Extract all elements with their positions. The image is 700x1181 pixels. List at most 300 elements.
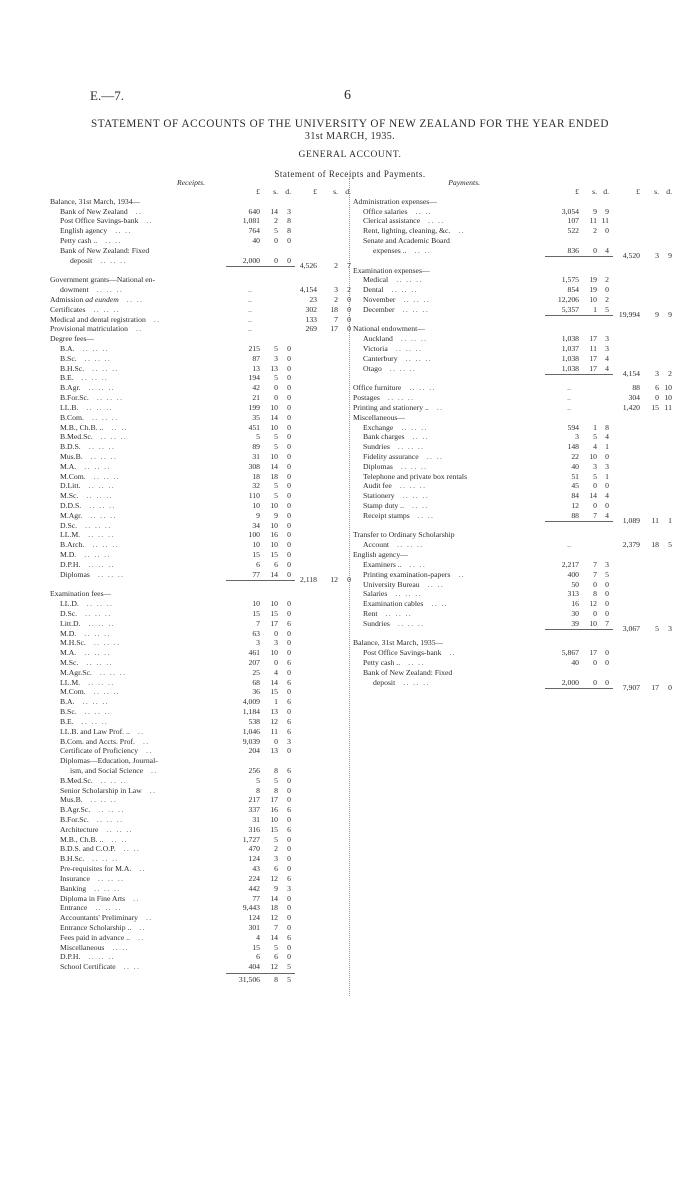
amount-detail: 3	[605, 344, 609, 353]
amount-detail: 0	[287, 255, 291, 265]
amount-detail: 0	[287, 834, 291, 844]
currency-unit: £	[313, 187, 317, 196]
amount-detail: 10	[589, 294, 597, 304]
amount-detail: 9	[274, 510, 278, 520]
amount-detail: 13	[270, 707, 278, 717]
row-label	[60, 521, 112, 531]
amount-detail: 12	[270, 913, 278, 923]
row-label	[363, 216, 445, 226]
receipts-row	[50, 933, 346, 943]
dot-leader: .. ..	[412, 501, 429, 510]
amount-detail: 18	[270, 471, 278, 481]
dot-leader: ..	[146, 746, 153, 756]
row-label	[60, 864, 146, 874]
amount-detail: 9	[274, 883, 278, 893]
amount-detail: 0	[287, 461, 291, 471]
row-label-text: M.D.	[60, 550, 77, 560]
amount-detail: 1,038	[561, 363, 579, 373]
amount-detail: 6	[274, 864, 278, 874]
row-label-text: Admission ad eundem	[50, 294, 119, 304]
receipts-row	[50, 569, 351, 584]
amount-detail: 0	[274, 658, 278, 667]
currency-unit: £	[636, 187, 640, 196]
amount-detail: 12	[270, 716, 278, 726]
amount-detail: 1	[605, 471, 609, 481]
dot-leader: .. ..	[111, 422, 128, 432]
amount-detail: 1,037	[561, 344, 579, 353]
payments-row	[353, 560, 698, 570]
amount-detail: 15	[270, 608, 278, 618]
payments-row	[353, 216, 698, 226]
dot-leader: .. .. ..	[399, 481, 427, 491]
row-label	[60, 815, 123, 825]
row-label	[60, 648, 111, 658]
amount-detail: 470	[248, 844, 260, 854]
amount-detail: 0	[287, 903, 291, 913]
row-label-text: Petty cash ..	[363, 658, 401, 667]
row-label-text: English agency—	[353, 550, 408, 560]
row-label-text: Account	[363, 540, 390, 550]
amount-detail: 1,038	[561, 334, 579, 344]
amount-detail: 19	[589, 285, 597, 295]
row-label	[60, 501, 116, 511]
amount-detail: 87	[252, 353, 260, 363]
row-label-text: Accountants' Preliminary	[60, 913, 139, 923]
receipts-row	[50, 943, 346, 953]
payments-row	[353, 510, 698, 525]
row-label-text: B.Agr.Sc.	[60, 805, 91, 815]
amount-detail: 17	[589, 334, 597, 344]
amount-detail: 3	[274, 353, 278, 363]
row-label	[363, 364, 416, 374]
amount-detail: 50	[571, 579, 579, 589]
dot-leader: .. .. ..	[402, 304, 430, 314]
receipts-row	[50, 373, 346, 383]
amount-detail: 14	[270, 677, 278, 687]
amount-total: 9	[668, 309, 672, 319]
receipts-row	[50, 903, 346, 913]
payments-row	[353, 197, 698, 207]
row-label	[50, 315, 161, 325]
dot-leader: .. .. ..	[90, 451, 118, 461]
dot-leader: .. .. ..	[88, 530, 115, 540]
amount-detail: 0	[287, 236, 291, 246]
amount-detail: 21	[252, 393, 260, 403]
amount-total: 302	[305, 304, 317, 314]
row-label-text: LL.M.	[60, 677, 81, 687]
row-label	[60, 737, 150, 747]
amount-detail: 0	[605, 285, 609, 295]
payments-row	[353, 472, 698, 482]
amount-detail: 7	[256, 618, 260, 628]
payments-row	[353, 638, 698, 648]
currency-unit: d.	[603, 187, 609, 196]
row-label	[60, 795, 117, 805]
dot-leader: .. ..	[123, 844, 141, 854]
payments-row	[353, 256, 698, 266]
dot-leader: .. .. ..	[100, 432, 128, 442]
dot-leader: .. ..	[427, 579, 445, 589]
amount-detail: 0	[605, 599, 609, 609]
amount-detail: 0	[287, 569, 291, 579]
amount-detail: 6	[287, 677, 291, 687]
amount-detail: 14	[270, 412, 278, 422]
dot-leader: .. .. ..	[397, 540, 424, 550]
amount-detail: 0	[287, 383, 291, 393]
amount-total: 7	[347, 260, 351, 270]
row-label	[60, 825, 133, 835]
dot-leader: .. .. ..	[84, 353, 112, 363]
amount-detail: 10	[270, 451, 278, 461]
amount-detail: 0	[287, 520, 291, 530]
amount-total: 7,907	[622, 682, 640, 692]
row-label-text: D.Litt.	[60, 481, 81, 491]
row-label-text: B.Agr.	[60, 383, 81, 393]
row-label	[363, 354, 432, 364]
amount-total: 11	[664, 402, 672, 412]
amount-detail: 0	[274, 236, 278, 246]
amount-total: 17	[330, 324, 338, 334]
amount-detail: 5	[274, 432, 278, 442]
currency-unit: £	[575, 187, 579, 196]
payments-row	[353, 570, 698, 580]
amount-detail: 17	[589, 353, 597, 363]
amount-detail: 12	[270, 962, 278, 972]
row-label	[353, 530, 455, 540]
payments-row	[353, 648, 698, 658]
dot-leader: .. .. ..	[93, 471, 121, 481]
row-label	[363, 570, 465, 580]
payments-row	[353, 491, 698, 501]
document-title-date: 31st MARCH, 1935.	[304, 131, 396, 142]
row-label	[50, 589, 111, 599]
row-label	[60, 530, 115, 540]
row-label-text: Provisional matriculation	[50, 324, 128, 334]
row-label-text: School Certificate	[60, 962, 116, 972]
dot-leader: .. .. ..	[93, 687, 121, 697]
row-label-text: expenses ..	[373, 245, 407, 255]
receipts-row	[50, 844, 346, 854]
payments-currency-header	[353, 187, 698, 197]
dot-leader: ..	[133, 893, 140, 903]
row-label	[60, 697, 109, 707]
amount-total: 11	[651, 515, 659, 525]
amount-detail: 9,443	[242, 903, 260, 913]
payments-row	[353, 393, 698, 403]
row-label	[353, 413, 405, 423]
dot-leader: .. ..	[105, 236, 122, 246]
amount-detail: 204	[248, 746, 260, 756]
amount-detail: 2	[605, 275, 609, 285]
amount-detail: 84	[571, 491, 579, 501]
amount-total: 9	[655, 309, 659, 319]
amount-detail: 0	[287, 942, 291, 952]
amount-detail: 594	[567, 422, 579, 432]
payments-row	[353, 501, 698, 511]
dot-leader: ..	[142, 736, 150, 746]
row-label-text: Post Office Savings-bank	[363, 648, 442, 658]
amount-detail: 2,217	[561, 559, 579, 569]
amount-detail: 6	[287, 932, 291, 942]
currency-unit: d.	[285, 187, 291, 196]
dot-leader: .. .. ..	[395, 589, 422, 599]
amount-detail: 15	[270, 687, 278, 697]
amount-detail: 0	[287, 775, 291, 785]
payments-row	[353, 413, 698, 423]
payments-row	[353, 442, 698, 452]
amount-detail: 89	[252, 442, 260, 452]
amount-detail: 7	[593, 510, 597, 520]
amount-detail: 5	[274, 344, 278, 353]
amount-detail: 0	[274, 383, 278, 393]
row-label	[60, 933, 145, 943]
row-label-text: M.A.	[60, 648, 77, 658]
amount-detail: 5	[274, 942, 278, 952]
amount-detail: 316	[248, 824, 260, 834]
currency-unit: s.	[654, 187, 659, 196]
dot-leader: ..	[139, 864, 146, 874]
row-label	[353, 403, 443, 413]
amount-detail: 2	[593, 226, 597, 236]
amount-detail: 5	[274, 491, 278, 501]
dot-leader: .. .. ..	[82, 697, 110, 707]
amount-total: 2	[347, 285, 351, 295]
payments-row	[353, 275, 698, 285]
row-label	[60, 884, 121, 894]
amount-detail: 836	[567, 245, 579, 255]
receipts-row	[50, 364, 346, 374]
receipts-row	[50, 462, 346, 472]
row-label	[60, 491, 113, 501]
dot-leader: ..	[248, 304, 252, 314]
amount-total: 3	[655, 368, 659, 378]
amount-detail: 8	[256, 785, 260, 795]
receipts-row	[50, 975, 346, 985]
payments-row	[353, 599, 698, 609]
amount-detail: 12,206	[557, 294, 579, 304]
amount-detail: 31	[252, 451, 260, 461]
amount-detail: 0	[593, 677, 597, 687]
currency-unit: s.	[592, 187, 597, 196]
amount-detail: 12	[270, 873, 278, 883]
amount-detail: 17	[270, 795, 278, 805]
row-label	[60, 903, 122, 913]
amount-detail: 2,000	[561, 677, 579, 687]
dot-leader: .. .. ..	[92, 540, 119, 550]
amount-detail: 2	[274, 216, 278, 226]
amount-total: 0	[347, 304, 351, 314]
amount-detail: 0	[287, 795, 291, 805]
amount-detail: 3	[287, 883, 291, 893]
amount-detail: 0	[593, 481, 597, 491]
row-label-text: LL.B. and Law Prof. ..	[60, 726, 130, 736]
amount-detail: 39	[571, 618, 579, 628]
row-label	[60, 550, 111, 560]
amount-detail: 1	[605, 442, 609, 452]
dot-leader: .. .. ..	[84, 707, 112, 717]
amount-detail: 124	[248, 913, 260, 923]
amount-detail: 77	[252, 893, 260, 903]
amount-detail: 8	[287, 226, 291, 236]
amount-detail: 0	[274, 628, 278, 638]
amount-detail: 0	[287, 353, 291, 363]
amount-detail: 3	[287, 206, 291, 216]
amount-detail: 30	[571, 608, 579, 618]
row-label	[60, 746, 153, 756]
dot-leader: .. .. ..	[93, 638, 121, 648]
payments-row	[353, 677, 698, 692]
amount-detail: 5	[274, 442, 278, 452]
row-label-text: Victoria	[363, 344, 388, 353]
amount-detail: 0	[605, 451, 609, 461]
dot-leader: ..	[436, 402, 444, 412]
amount-detail: 0	[287, 422, 291, 432]
row-label-text: National endowment—	[353, 324, 425, 334]
row-label-text: M.Sc.	[60, 658, 79, 667]
row-label	[363, 472, 467, 482]
amount-detail: 0	[287, 893, 291, 903]
row-label-text: Fees paid in advance ..	[60, 932, 131, 942]
row-label-text: Printing examination-papers	[363, 569, 451, 579]
receipts-row	[50, 481, 346, 491]
payments-row	[353, 609, 698, 619]
amount-detail: 12	[571, 501, 579, 510]
receipts-row	[50, 393, 346, 403]
row-label-text: B.D.S.	[60, 442, 81, 452]
row-label-text: M.Sc.	[60, 491, 79, 501]
dot-leader: .. .. ..	[82, 344, 110, 353]
row-label-text: M.A.	[60, 461, 77, 471]
row-label	[60, 854, 119, 864]
row-label-text: Examination fees—	[50, 589, 112, 599]
amount-detail: 40	[571, 658, 579, 667]
amount-detail: 14	[589, 491, 597, 501]
amount-detail: 14	[270, 569, 278, 579]
amount-total: 0	[655, 393, 659, 403]
amount-total: 2	[334, 294, 338, 304]
amount-detail: 224	[248, 873, 260, 883]
row-label	[70, 766, 158, 776]
payments-row	[353, 304, 698, 319]
row-label-text: University Bureau	[363, 579, 420, 589]
amount-total: 18	[651, 540, 659, 550]
payments-row	[353, 452, 698, 462]
dot-leader: .. .. ..	[92, 363, 119, 373]
amount-detail: 36	[252, 687, 260, 697]
receipts-row	[50, 314, 351, 325]
row-label	[60, 285, 123, 295]
dot-leader: ..	[151, 765, 158, 775]
amount-detail: 0	[287, 687, 291, 697]
dot-leader: .. .. ..	[100, 255, 127, 265]
amount-detail: 110	[248, 491, 260, 501]
amount-detail: 15	[252, 550, 260, 560]
row-label-text: Bank charges	[363, 432, 405, 442]
amount-detail: 0	[287, 540, 291, 550]
row-label-text: November	[363, 294, 396, 304]
row-label	[363, 295, 430, 305]
amount-detail: 0	[287, 559, 291, 569]
amount-detail: 0	[287, 402, 291, 412]
receipts-row	[50, 530, 346, 540]
row-label-text: M.Agr.Sc.	[60, 667, 92, 677]
amount-detail: 4	[605, 353, 609, 363]
payments-row	[353, 226, 698, 236]
dot-leader: .. ..	[111, 834, 128, 844]
row-label	[60, 207, 142, 217]
row-label-text: M.B., Ch.B. ..	[60, 834, 104, 844]
payments-row	[353, 481, 698, 491]
dot-leader: .. .. ..	[401, 422, 428, 432]
amount-detail: 10	[252, 501, 260, 510]
amount-detail: 6	[256, 559, 260, 569]
amount-detail: 5,357	[561, 304, 579, 314]
dot-leader: .. ..	[426, 451, 444, 461]
row-label	[60, 874, 124, 884]
receipts-row	[50, 275, 346, 285]
amount-detail: 256	[248, 765, 260, 775]
amount-detail: 0	[287, 530, 291, 540]
row-label	[363, 423, 428, 433]
row-label-text: Stamp duty ..	[363, 501, 405, 510]
amount-detail: 3	[287, 736, 291, 746]
amount-detail: 15	[270, 550, 278, 560]
amount-detail: 6	[287, 618, 291, 628]
dot-leader: ..	[146, 913, 153, 923]
amount-total: 88	[632, 383, 640, 393]
row-label	[363, 285, 418, 295]
row-label-text: Office salaries	[363, 206, 408, 216]
amount-detail: 4	[605, 363, 609, 373]
payments-row	[353, 668, 698, 678]
currency-unit: s.	[273, 187, 278, 196]
amount-detail: 9,039	[242, 736, 260, 746]
amount-detail: 0	[593, 658, 597, 667]
receipts-row	[50, 197, 346, 207]
payments-row	[353, 462, 698, 472]
amount-total: 304	[628, 393, 640, 403]
row-label-text: ism, and Social Science	[70, 765, 144, 775]
row-label	[70, 256, 127, 266]
row-label-text: Pre-requisites for M.A.	[60, 864, 132, 874]
row-label	[373, 246, 431, 256]
dot-leader: ..	[458, 226, 465, 236]
receipts-row	[50, 737, 346, 747]
amount-detail: 16	[270, 805, 278, 815]
row-label-text: Sundries	[363, 442, 390, 452]
row-label	[60, 570, 124, 580]
row-label	[50, 334, 94, 344]
amount-detail: 5	[274, 775, 278, 785]
row-label	[60, 658, 113, 668]
row-label	[60, 216, 153, 226]
receipts-row	[50, 550, 346, 560]
row-label	[363, 226, 465, 236]
receipts-row	[50, 687, 346, 697]
row-label	[60, 638, 120, 648]
payments-row	[353, 363, 698, 378]
receipts-row	[50, 246, 346, 256]
row-label-text: B.E.	[60, 716, 74, 726]
row-label-text: M.B., Ch.B. ..	[60, 422, 104, 432]
row-label	[50, 295, 143, 305]
row-label-text: Certificate of Proficiency	[60, 746, 139, 756]
dot-leader: ..	[248, 324, 252, 334]
amount-detail: 0	[287, 707, 291, 717]
row-label	[363, 305, 429, 315]
row-label-text: Salaries	[363, 589, 388, 599]
amount-total: 1,089	[622, 515, 640, 525]
